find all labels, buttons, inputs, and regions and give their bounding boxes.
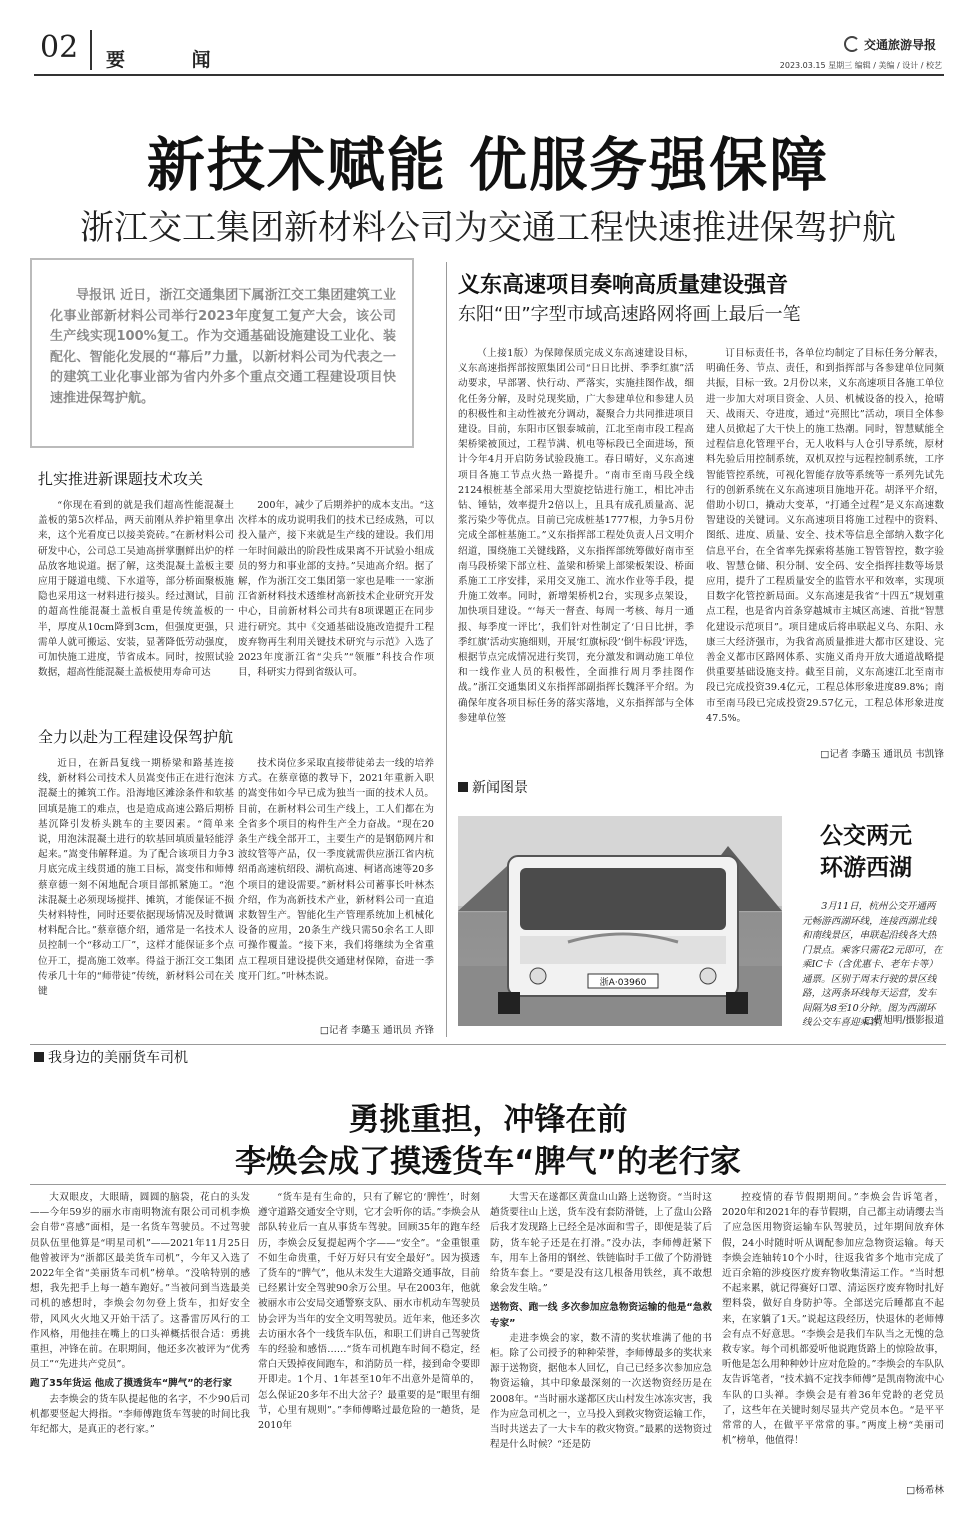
driver-col1 xyxy=(30,1190,250,1495)
driver-section-label: 我身边的美丽货车司机 xyxy=(48,1050,188,1066)
driver-top-rule xyxy=(30,1044,946,1045)
lead-col1b xyxy=(238,498,434,718)
lead-col1a-text: “你现在看到的就是我们超高性能混凝土盖板的第5次样品，两天前刚从养护箱里拿出来，这个光看度已以接美瓷砖。”在新材料公司研发中心，公司总工吴迪高拼掌删鲜出炉的样品放客地说道。据了解，这类混凝土盖板主要应用于隧道电缆、下水道等，部分桥面聚板施隐也采用这一材料进行接头。经过测试，目前的超高性能混凝土盖板自重是传统盖板的一半，厚度从10cm降到3cm，但强度更强，只需单人就可搬运、安装，显著降低劳动强度，可加快施工进度，节省成本。同时，按照试验数据，超高性能混凝土盖板使用寿命可达 xyxy=(38,500,234,679)
driver-col2-text: “货车是有生命的，只有了解它的‘脾性’，时刻遵守道路交通安全守则，它才会听你的话。”李焕会从部队转业后一直从事货车驾驶。回顾35年的跑车经历，李焕会反复提起两个字——“安全”。“金重银重不如生命贵重，千好万好只有安全最好”。因为摸透了货车的“脾气”，他从未发生大道路交通事故，目前已经累计安全驾驶90余万公里。早在2003年，他就被丽水市公安局交通警察支队、丽水市机动车驾驶员协会评为当年的安全文明驾驶员。近年来，他还多次去访丽水各个一线货车队伍，和职工们讲自己驾驶货车的经验和感悟……“货车司机跑车时间不稳定，经常白天毁掉夜间跑车，和消防员一样，接到命令要即开即走。1个月、1年甚至10年不出意外是简单的，怎么保证20多年不出大岔子？最重要的是”眼里有细节，心里有规则”。”李师傅略过最危险的一趟货，是2010年 xyxy=(258,1192,480,1432)
driver-headline-rule xyxy=(30,1184,946,1185)
lead-col2a-text: 近日，在新昌复线一期桥梁和路基连接线，新材料公司技术人员嵩变伟正在进行泡沫混凝土的摊筑工作。沿海地区滩涂条件和软基回填是施工的难点，也是造成高速公路后期桥基沉降引发桥头跳车的主要因素。“简单来说，用泡沫混凝土进行的软基回填质量轻能浮起来。”嵩变伟解释道。为了配合该项目力争3月底完成主线贯通的施工目标，嵩变伟和师傅蔡章德一刻不闲地配合项目部抓紧施工。“泡沫混凝土必须现场搅拌、摊筑，才能保证不损失材料特性，同时还要依据现场情况及时微调材料配合比。”蔡章德介绍，通常是一名技术人员控制一个“移动工厂”，这样才能保证多个点位开工，提高施工效率。得益于浙江交工集团传承几十年的“师带徒”传统，新材料公司在关键 xyxy=(38,758,234,998)
yidong-colB xyxy=(706,346,944,744)
lead-section1-title: 扎实推进新课题技术攻关 xyxy=(38,470,204,488)
driver-col3 xyxy=(490,1190,712,1495)
lead-byline: □记者 李璐玉 通讯员 齐锋 xyxy=(319,1025,434,1036)
news-photo-section-label: 新闻图景 xyxy=(472,780,528,796)
lead-col2a xyxy=(38,756,234,1038)
driver-col4 xyxy=(722,1190,944,1480)
bus-illustration xyxy=(458,816,782,1026)
lead-subhead: 浙江交工集团新材料公司为交通工程快速推进保驾护航 xyxy=(80,208,896,248)
yidong-subhead: 东阳“田”字型市域高速路网将画上最后一笔 xyxy=(458,304,801,325)
lead-summary: 导报讯 近日，浙江交通集团下属浙江交工集团建筑工业化事业部新材料公司举行2023年度复工复产大会，该公司生产线实现100%复工。作为交通基础设施建设工业化、装配化、智能化发展的“幕后”力量，以新材料公司为代表之一的建筑工业化事业部为省内外多个重点交通工程建设项目快速推进保驾护航。 xyxy=(50,288,396,406)
masthead-rule xyxy=(34,74,944,76)
news-photo-caption: 3月11日，杭州公交开通两元畅游西湖环线，连接西湖北线和南线景区，串联起沿线各大热门景点。乘客只需花2元即可，在乘IC卡（含优惠卡、老年卡等）通票。区别于周末行驶的景区线路，这两条环线每天运营，发车间隔为8至10分钟。图为西湖环线公交车喜迎乘客。 xyxy=(802,901,943,1028)
section-name: 要 闻 xyxy=(106,49,241,71)
lead-col2b xyxy=(238,756,434,1022)
news-photo-title-2: 环游西湖 xyxy=(820,855,912,881)
driver-sub3: 送物资、跑一线 多次参加应急物资运输的他是“急救专家” xyxy=(490,1302,712,1329)
driver-headline-2: 李焕会成了摸透货车“脾气”的老行家 xyxy=(235,1144,741,1180)
driver-headline-1: 勇挑重担，冲锋在前 xyxy=(348,1102,628,1138)
masthead-divider xyxy=(90,30,92,70)
driver-marker-icon xyxy=(34,1052,44,1062)
lead-col1b-text: 200年，减少了后期养护的成本支出。“这次样本的成功说明我们的技术已经成熟，可以投入量产，接下来就是生产线的建设。我们用一年时间敲出的阶段性成果离不开试验小组成员的努力和事业部的支持。”吴迪高介绍。据了解，作为浙江交工集团第一家也是唯一一家浙江省新材料技术透维材高新技术企业研究开发中心，目前新材料公司共有8项课题正在同步进行研究。其中《交通基础设施改造提升工程废弃物再生利用关键技术研究与示范》入选了2023年度浙江省“尖兵”“领雁”科技合作项目，科研实力得到省级认可。 xyxy=(238,500,434,679)
lead-section2-title: 全力以赴为工程建设保驾护航 xyxy=(38,728,234,746)
driver-col1-text: 大双眼皮，大眼睛，圆圆的脑袋，花白的头发——今年59岁的丽水市南明物流有限公司司机李焕会自带“喜感”面相，是一名货车驾驶员。不过驾驶员队伍里他算是“明星司机”——2021年11月25日他曾被评为“浙都区最美货车司机”，今年又入选了2022年全省“美丽货车司机”榜单。“没啥特别的感想，我先把手上每一趟车跑好。”当被问到当选最美司机的感想时，李焕会勿勿登上货车，扣好安全带，风风火火地又开始干活了。这番雷厉风行的工作风格，用他挂在嘴上的口头禅概括很合适：勇挑重担，冲锋在前。在职期间，他还多次被评为“优秀员工”“先进共产党员”。 xyxy=(30,1192,250,1371)
driver-col2 xyxy=(258,1190,480,1495)
driver-sub1: 跑了35年货运 他成了摸透货车“脾气”的老行家 xyxy=(30,1378,232,1390)
news-photo-title-1: 公交两元 xyxy=(820,823,912,849)
paper-logo-icon xyxy=(844,36,860,52)
column-divider xyxy=(446,262,447,1037)
date-line: 2023.03.15 星期三 编辑 / 美编 / 设计 / 校艺 xyxy=(779,61,942,70)
lead-col2b-text: 技术岗位多采取直接带徒弟去一线的培养方式。在蔡章德的教导下，2021年重新入职的嵩变伟如今早已成为独当一面的技术人员。目前，在新材料公司生产线上，工人们都在为全省多个项目的构件生产全力奋战。“现在20条生产线全部开工，主要生产的是钢筋网片和波纹管等产品，仅一季度就需供应浙江省内杭绍甬高速杭绍段、湖杭高速、柯诸高速等20多个项目的建设需要。”新材料公司蓄事长叶林杰介绍，作为高新技术产业，新材料公司一直追求数智生产。智能化生产管理系统加上机械化设备的应用，20条生产线只需50余名工人即可操作覆盖。“接下来，我们将继续为全省重点工程项目建设提供交通建材保障，奋进一季度开门红。”叶林杰说。 xyxy=(238,758,434,982)
lead-headline: 新技术赋能 优服务强保障 xyxy=(146,131,830,199)
yidong-colA-text: （上接1版）为保障保质完成义东高速建设目标，义东高速指挥部按照集团公司“日日比拼、季季红旗”活动要求，早部署、快行动、严落实，实施挂图作战，细化任务分解，及时兑现奖励，广大参建单位和参建人员的积极性和主动性被充分调动，凝聚合力共同推进项目建设。目前，东阳市区银泰城前，江北至南市段工程高架桥梁被顶过，工程节满、机电等标段已全面进场，预计今年4月开启防务试验段施工。春日晴好，义东高速项目各施工节点火热一路提升。“南市至南马段全线2124根桩基全部采用大型旋挖钻进行施工，相比冲击钻、锤钻，效率提升2倍以上，且具有成孔质量高、泥浆污染少等优点。目前已完成桩基1777根，力争5月份完成全部桩基施工。”义东指挥部工程处负责人吕文明介绍道，围绕施工关键线路，义东指挥部统筹做好南市至南马段桥梁下部立柱、盖梁和桥梁上部梁板架设、桥面系施工工序安排，采用交叉施工、流水作业等手段，提升施工效率。同时，新增架桥机2台，实现多点架设，加快项目建设。“‘每天一督查、每周一考核、每月一通报、每季度一评比’，我们针对性制定了‘日日比拼，季季红旗’活动实施细则，开展‘红旗标段’‘倒牛标段’评选，根据节点完成情况进行奖罚，充分激发和调动施工单位和一线作业人员的积极性，全面推行周月季挂图作战。”浙江交通集团义东指挥部副指挥长魏泽平介绍。为确保年度各项目标任务的落实落地，义东指挥部与全体参建单位签 xyxy=(458,348,694,724)
news-photo-marker-icon xyxy=(458,782,468,792)
page-number: 02 xyxy=(40,30,79,65)
driver-col4-text: 控疫情的春节假期期间。”李焕会告诉笔者，2020年和2021年的春节假期，自己都主动请缨去当了应急医用物资运输车队驾驶员，过年期间放弃休假，24小时随时听从调配参加应急物资运输。每天李焕会连轴转10个小时，往返我省多个地市完成了近百余箱的涉疫医疗废弃物收集清运工作。“当时想不起来累，就记得赛好口罩、清运医疗废弃物时扎好塑料袋，做好自身防护等。全部送完后睡都直不起来，在家躺了1天。”说起这段经历，快退休的老师傅会有点不好意思。“李焕会是我们车队当之无愧的急救专家。每个司机都爱听他说跑货路上的惊险故事，听他是怎么用种种妙计应对危险的。”李焕会的车队队友告诉笔者，“技术搞不定找李师傅”是凯南物流中心车队的口头禅。李焕会是有着36年党龄的老党员了，这些年在关键时刻尽显共产党员本色。“是平平常常的人，在做平平常常的事。”两度上榜“美丽司机”榜单，他值得！ xyxy=(722,1192,944,1447)
yidong-colB-text: 订目标责任书，各单位均制定了目标任务分解表，明确任务、节点、责任，和到指挥部与各参建单位同频共振，目标一致。2月份以来，义东高速项目各施工单位进一步加大对项目资金、人员、机械设备的投入，抢晴天、战雨天、夺进度，通过“亮照比”活动，项目全体参建人员掀起了大干快上的施工热潮。同时，智慧赋能全过程信息化管理平台，无人收料与人仓引导系统，原材料先验后用控制系统，双机双控与远程控制系统，工序智能管控系统，可视化智能存放等系统等一系列先试先行的创新系统在义东高速项目施地开花。胡泽平介绍，借助小切口，撬动大变革，“打通全过程”是义东高速数智建设的关键词。义东高速项目将施工过程中的资料、图纸、进度、质量、安全、技术等信息全部纳入数字化信息平台，在全省率先探索将基施工智管智控，数字验收、智慧仓储、积分制、安全码、安全指挥挂数等场景应用，提升了工程质量安全的监管水平和效率，实现项目数字化管控新局面。义东高速是我省“十四五”规划重点工程，也是省内首条穿越城市主城区高速、首批“智慧化建设示范项目”。项目建成后将串联起义乌、东阳、永康三大经济强市，为我省高质量推进大都市区建设、完善金义都市区路网体系、实施义甬舟开放大通道战略提供重要基础设施支持。截至目前，义东高速江北至南市段已完成投资39.4亿元，工程总体形象进度89.8%；南市至南马段已完成投资29.57亿元，工程总体形象进度47.5%。 xyxy=(706,348,944,724)
news-photo-byline: □曹旭明/摄影报道 xyxy=(864,1015,944,1026)
driver-col3-text: 大雪天在遂都区黄盘山山路上送物资。“当时这趟货要往山上送，货车没有套防滑链，上了盘山公路后我才发现路上已经全是冰面和雪子，即便是装了后防，货车轮子还是在打滑。”没办法，李师傅赶紧下车，用车上备用的钢丝、铁链临时手工做了个防滑链给货车套上。“要是没有这几根备用铁丝，真不敢想象会发生啥。” xyxy=(490,1192,712,1295)
yidong-colA xyxy=(458,346,694,762)
paper-name: 交通旅游导报 xyxy=(864,38,937,52)
yidong-byline: □记者 李璐玉 通讯员 韦凯锋 xyxy=(820,749,944,760)
yidong-headline: 义东高速项目奏响高质量建设强音 xyxy=(458,273,789,298)
driver-byline: □杨希林 xyxy=(906,1485,944,1496)
driver-col3b-text: 走进李焕会的家，数不清的奖状堆满了他的书柜。除了公司授予的种种荣誉，李师傅最多的奖状来源于送物资，据他本人回忆，自己已经多次参加应急物资运输，其中印象最深刻的一次送物资经历是在2008年。“当时丽水遂都区庆山村发生冰冻灾害，我作为应急司机之一，立马投入到救灾物资运输工作，当时共送去了一大卡车的救灾物资。”最累的送物资过程是什么时候？“还是防 xyxy=(490,1332,712,1451)
bus-plate: 浙A·03960 xyxy=(599,978,647,988)
news-photo-image xyxy=(458,816,782,1026)
lead-col1a xyxy=(38,498,234,718)
driver-col1b-text: 去李焕会的货车队提起他的名字，不少90后司机都要竖起大拇指。“李师傅跑货车驾驶的时间比我年纪都大，是真正的老行家。” xyxy=(30,1393,250,1436)
masthead xyxy=(0,0,976,76)
